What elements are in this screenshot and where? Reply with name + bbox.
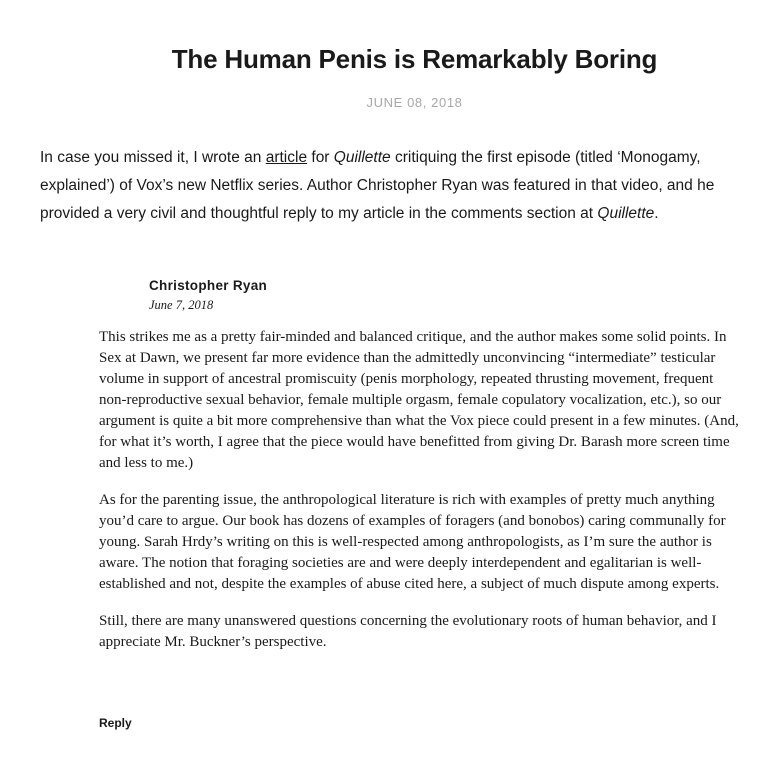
comment-author: Christopher Ryan <box>149 278 268 293</box>
comment-paragraph: This strikes me as a pretty fair-minded and balanced critique, and the author makes some solid points. In Sex at Dawn, we present far more evidence than the admittedly unconvincing “intermediate” testicular volume in support of ancestral promiscuity (penis morphology, repeated thrusting movement, frequent non-reproductive sexual behavior, female multiple orgasm, female copulatory vocalization, etc.), so our argument is quite a bit more comprehensive than what the Vox piece could present in a few minutes. (And, for what it’s worth, I agree that the piece would have benefitted from giving Dr. Barash more screen time and less to me.) <box>99 329 739 471</box>
intro-paragraph <box>40 144 740 228</box>
comment-body <box>99 327 744 669</box>
publication-name: Quillette <box>333 149 391 166</box>
comment-paragraph: Still, there are many unanswered questions concerning the evolutionary roots of human behavior, and I appreciate Mr. Buckner’s perspective. <box>99 613 717 650</box>
intro-text: . <box>654 205 659 222</box>
post-date: JUNE 08, 2018 <box>366 95 463 110</box>
comment-date: June 7, 2018 <box>149 298 214 312</box>
comment-paragraph: As for the parenting issue, the anthropological literature is rich with examples of pretty much anything you’d care to argue. Our book has dozens of examples of foragers (and bonobos) caring communally for young. Sarah Hrdy’s writing on this is well-respected among anthropologists, as I’m sure the author is aware. The notion that foraging societies are and were deeply interdependent and egalitarian is well-established and not, despite the examples of abuse cited here, a subject of much dispute among experts. <box>99 492 726 592</box>
publication-name: Quillette <box>597 205 655 222</box>
intro-text: In case you missed it, I wrote an <box>40 149 266 166</box>
intro-text: for <box>307 149 334 166</box>
post-title: The Human Penis is Remarkably Boring <box>171 44 658 75</box>
intro-text: critiquing the first episode (titled ‘Monogamy, explained’) of Vox’s new Netflix series. Author Christopher Ryan was featured in that video, and he provided a very civil and thoughtful reply to my article in the comments section at <box>40 149 715 222</box>
reply-link[interactable]: Reply <box>99 716 132 730</box>
article-link[interactable]: article <box>265 149 308 166</box>
